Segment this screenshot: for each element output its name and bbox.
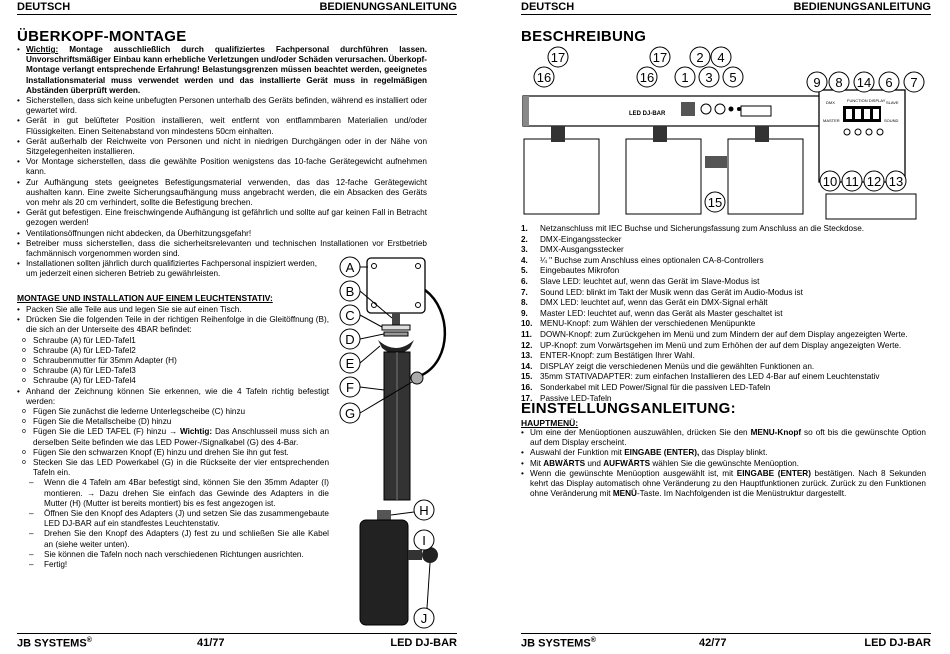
page-left <box>17 0 457 654</box>
callout-b: B <box>345 284 355 299</box>
callout-label: 8 <box>835 75 843 90</box>
page-footer <box>17 633 457 650</box>
text-run: bestätigen. Nach 8 Sekunden kehrt das Display automatisch ohne Veränderung zu den Hauptfunktionen zurück. Zurück zu den Funktionen ohne Veränderung mit <box>530 468 927 499</box>
washer-c-shape <box>382 325 410 330</box>
item-text: Master LED: leuchtet auf, wenn das Gerät als Master geschaltet ist <box>540 308 783 318</box>
callouts-top <box>534 47 924 92</box>
callout-label: 15 <box>707 195 723 210</box>
item-number: 2. <box>521 234 528 244</box>
list-item: o Fügen Sie zunächst die lederne Unterlegscheibe (C) hinzu <box>17 407 329 417</box>
mount-title: MONTAGE UND INSTALLATION AUF EINEM LEUCHTENSTATIV: <box>17 293 273 303</box>
item-number: 1. <box>521 224 528 233</box>
item-number: 3. <box>521 245 528 255</box>
callout-label: 2 <box>696 50 704 65</box>
digit-shape <box>873 109 879 119</box>
callout-label: 12 <box>866 174 882 189</box>
bar-body-shape <box>523 96 823 126</box>
mount-shape <box>653 126 667 142</box>
adapter-i-shape <box>360 520 408 625</box>
list-item: – Fertig! <box>17 560 329 570</box>
list-item: • Drücken Sie die folgenden Teile in der richtigen Reihenfolge in die Gleitöffnung (B), die sich an der Unterseite des 4BAR befindet: <box>17 315 329 335</box>
dmx-out-shape <box>715 104 725 114</box>
text-run: Das Anschlusseil muss sich an derselben Seite befinden wie das LED Power-/Signalkabel (G) des 4-Bar. <box>33 427 329 447</box>
device-diagram <box>521 44 931 222</box>
item-text: Sonderkabel mit LED Power/Signal für die passiven LED-Tafeln <box>540 382 771 392</box>
callout-h: H <box>419 503 429 518</box>
header-title: BEDIENUNGSANLEITUNG <box>319 1 457 13</box>
mount-shape <box>755 126 769 142</box>
callout-line <box>427 563 430 608</box>
callout-line <box>391 512 414 515</box>
button-shape <box>855 129 861 135</box>
list-item: • Gerät außerhalb der Reichweite von Personen und nicht in niedrigen Durchgängen oder in der Nähe von Sitzgelegenheiten installieren. <box>17 137 427 157</box>
callout-label: 11 <box>845 174 859 189</box>
digit-shape <box>864 109 870 119</box>
callout-label: 9 <box>813 75 821 90</box>
digit-shape <box>846 109 852 119</box>
list-item <box>521 298 908 309</box>
list-item: • Anhand der Zeichnung können Sie erkennen, wie die 4 Tafeln richtig befestigt werden: <box>17 387 329 407</box>
callout <box>820 171 840 191</box>
callout-label: 14 <box>856 75 872 90</box>
item-number: 5. <box>521 266 528 276</box>
text-run: -Taste. Im Nachfolgenden ist die Menüstruktur dargestellt. <box>636 489 847 499</box>
bar-end-shape <box>523 96 529 126</box>
list-item: • Installationen sollten jährlich durch qualifiziertes Fachpersonal inspiziert werden, um jederzeit einen sicheren Betrieb zu gewährleisten. <box>17 259 317 279</box>
list-item: • Zur Aufhängung stets geeignetes Befestigungsmaterial verwenden, das das 12-fache Gerätegewicht aushalten kann. Eine zweite Sicherungsaufhängung muss angebracht werden, die ein Absacken des Geräts von mehr als 20 cm verhindert, sollte die Befestigung brechen. <box>17 178 427 209</box>
text-run: MENU-Knopf <box>750 428 802 437</box>
section-title-overhead: ÜBERKOPF-MONTAGE <box>17 28 187 45</box>
overhead-text <box>17 45 427 280</box>
item-text: DMX LED: leuchtet auf, wenn das Gerät ein DMX-Signal erhält <box>540 298 768 308</box>
bar-label: LED DJ-BAR <box>629 111 666 117</box>
jack-shape <box>729 107 734 112</box>
callout-a: A <box>345 260 355 275</box>
text-run: wählen Sie die gewünschte Menüoption. <box>650 458 799 468</box>
list-item <box>521 245 908 256</box>
callout <box>650 47 670 67</box>
list-item <box>521 235 908 246</box>
registered-mark: ® <box>86 637 92 644</box>
section-title-description: BESCHREIBUNG <box>521 28 647 45</box>
callout <box>854 72 874 92</box>
footer-product: LED DJ-BAR <box>390 637 457 649</box>
header-language: DEUTSCH <box>17 1 71 13</box>
list-item: o Fügen Sie die Metallscheibe (D) hinzu <box>17 417 329 427</box>
page-right <box>521 0 931 654</box>
panel-shape <box>524 139 599 214</box>
callout <box>723 67 743 87</box>
list-item <box>521 266 908 277</box>
display-small-shape <box>741 106 771 116</box>
callout-label: 7 <box>910 75 918 90</box>
settings-text <box>521 428 926 499</box>
callout <box>829 72 849 92</box>
list-item <box>521 351 908 362</box>
list-item <box>521 372 908 383</box>
adapter-shape <box>705 156 727 168</box>
list-item <box>521 448 926 458</box>
text-run: EINGABE (ENTER) <box>736 468 811 478</box>
item-number: 4. <box>521 255 528 265</box>
callout <box>864 171 884 191</box>
footer-page-number: 41/77 <box>197 637 225 649</box>
list-item <box>521 362 908 373</box>
item-text: Eingebautes Mikrofon <box>540 266 620 276</box>
item-text: MENU-Knopf: zum Wählen der verschiedenen Menüpunkte <box>540 319 756 329</box>
mount-text <box>17 305 329 570</box>
item-text: Netzanschluss mit IEC Buchse und Sicherungsfassung zum Anschluss an die Steckdose. <box>540 224 865 233</box>
page-footer <box>521 633 931 650</box>
footer-brand <box>17 637 92 650</box>
brand-text: JB SYSTEMS <box>521 637 591 650</box>
item-number: 6. <box>521 276 528 286</box>
item-text: DOWN-Knopf: zum Zurückgehen im Menü und zum Mindern der auf dem Display angezeigten Werte. <box>540 329 908 339</box>
mounting-figure <box>322 250 452 635</box>
header-title: BEDIENUNGSANLEITUNG <box>793 1 931 13</box>
text-run: MENÜ <box>612 489 637 499</box>
callout-label: 6 <box>885 75 893 90</box>
list-item <box>521 341 908 352</box>
callout-label: 3 <box>705 70 713 85</box>
page-header <box>521 0 931 15</box>
list-item: – Sie können die Tafeln noch nach verschiedenen Richtungen ausrichten. <box>17 550 329 560</box>
callout <box>886 171 906 191</box>
list-item: • Ventilationsöffnungen nicht abdecken, da Überhitzungsgefahr! <box>17 229 427 239</box>
callout-f: F <box>346 380 354 395</box>
callout-line <box>360 315 382 327</box>
list-item: o Schraube (A) für LED-Tafel4 <box>17 376 329 386</box>
section-title-settings: EINSTELLUNGSANLEITUNG: <box>521 400 736 417</box>
item-text: ENTER-Knopf: zum Bestätigen Ihrer Wahl. <box>540 351 695 361</box>
callout <box>705 192 725 212</box>
brand-text: JB SYSTEMS <box>17 637 87 650</box>
text-run: AUFWÄRTS <box>603 458 651 468</box>
callout-line <box>360 346 380 363</box>
text-run: Mit <box>530 458 544 468</box>
adapter-nut-shape <box>377 510 391 520</box>
callout-label: 16 <box>639 70 655 85</box>
callout-label: 13 <box>888 174 904 189</box>
list-item <box>521 309 908 320</box>
item-text: UP-Knopf: zum Vorwärtsgehen im Menü und zum Erhöhen der auf dem Display angezeigten Werte. <box>540 340 902 350</box>
callout-j: J <box>420 611 428 626</box>
washer-d-shape <box>384 332 408 336</box>
callout <box>711 47 731 67</box>
list-item: • Vor Montage sicherstellen, dass die gewählte Position wenigstens das 10-fache Gerätegewicht aufnehmen kann. <box>17 157 427 177</box>
item-text: 35mm STATIVADAPTER: zum einfachen Installieren des LED 4-Bar auf einem Leuchtenstativ <box>540 372 880 382</box>
item-text: DMX-Ausgangsstecker <box>540 245 624 255</box>
callout-label: 17 <box>652 50 668 65</box>
item-number: 12. <box>521 340 533 350</box>
list-item <box>521 459 926 469</box>
list-item: o Fügen Sie den schwarzen Knopf (E) hinzu und drehen Sie ihn gut fest. <box>17 448 329 458</box>
registered-mark: ® <box>590 637 596 644</box>
item-text: Slave LED: leuchtet auf, wenn das Gerät im Slave-Modus ist <box>540 276 760 286</box>
callout-line <box>360 387 384 390</box>
callout-label: 5 <box>729 70 737 85</box>
description-list <box>521 224 908 404</box>
text-run: Wenn die gewünschte Menüoption ausgewählt ist, mit <box>530 468 737 478</box>
panel-shape <box>728 139 803 214</box>
callout-c: C <box>345 308 355 323</box>
item-number: 16. <box>521 382 533 392</box>
item-number: 10. <box>521 319 533 329</box>
panel-shape <box>626 139 701 214</box>
mic-shape <box>737 107 741 111</box>
callout-label: 10 <box>822 174 838 189</box>
bolt-shape <box>392 313 400 325</box>
text-run: so oft bis die gewünschte Option auf dem Display erscheint. <box>530 428 926 448</box>
text-run: Fügen Sie die LED TAFEL (F) hinzu → <box>33 427 180 437</box>
callout <box>675 67 695 87</box>
callout <box>690 47 710 67</box>
sound-label: SOUND <box>884 118 899 123</box>
list-item <box>17 427 329 447</box>
callout-g: G <box>344 406 356 421</box>
list-item <box>521 428 926 448</box>
callout-d: D <box>345 332 355 347</box>
callout <box>842 171 862 191</box>
warning-text: Montage ausschließlich durch qualifiziertes Fachpersonal durchführen lassen. Unvorschriftsmäßiger Einbau kann erhebliche Verletzungen und/oder Schäden verursachen. Überkopf-Montage verlangt entsprechende Erfahrung! Belastungsgrenzen müssen beachtet werden, geeignetes Installationsmaterial muss verwendet werden und das installierte Gerät muss in regelmäßigen Abständen überprüft werden. <box>26 45 427 95</box>
text-run: EINGABE (ENTER), <box>624 448 700 458</box>
item-text: Passive LED-Tafeln <box>540 393 612 403</box>
list-item: o Schraube (A) für LED-Tafel3 <box>17 366 329 376</box>
item-number: 17. <box>521 393 533 403</box>
item-text: ¼ " Buchse zum Anschluss eines optionalen CA-8-Controllers <box>540 255 764 265</box>
text-run: Um eine der Menüoptionen auszuwählen, drücken Sie den <box>530 428 751 437</box>
list-item <box>521 319 908 330</box>
item-number: 14. <box>521 361 533 371</box>
callout-i: I <box>422 533 426 548</box>
text-run: ABWÄRTS <box>543 458 586 468</box>
list-item: o Schraubenmutter für 35mm Adapter (H) <box>17 356 329 366</box>
list-item: o Stecken Sie das LED Powerkabel (G) in die Rückseite der vier entsprechenden Tafeln ein. <box>17 458 329 478</box>
text-run: das Display blinkt. <box>699 448 768 458</box>
mount-shape <box>551 126 565 142</box>
display-label: FUNCTION DISPLAY <box>847 98 886 103</box>
header-language: DEUTSCH <box>521 1 575 13</box>
button-shape <box>866 129 872 135</box>
dmx-label: DMX <box>826 100 835 105</box>
slave-label: SLAVE <box>886 100 899 105</box>
list-item: – Wenn die 4 Tafeln am 4Bar befestigt sind, können Sie den 35mm Adapter (I) montieren. → Dazu drehen Sie einfach das Gewinde des Adapters in die Mutter (H) (Mutter ist bereits montiert) bis es fest angezogen ist. <box>17 478 329 509</box>
item-number: 15. <box>521 372 533 382</box>
list-item: • Sicherstellen, dass sich keine unbefugten Personen unterhalb des Geräts befinden, während es installiert oder gewartet wird. <box>17 96 427 116</box>
knob-stem-shape <box>408 550 422 560</box>
callout-label: 4 <box>717 50 725 65</box>
item-number: 7. <box>521 287 528 297</box>
item-text: Sound LED: blinkt im Takt der Musik wenn das Gerät im Audio-Modus ist <box>540 287 803 297</box>
list-item <box>521 383 908 394</box>
digit-shape <box>855 109 861 119</box>
list-item <box>521 277 908 288</box>
callout <box>879 72 899 92</box>
button-shape <box>844 129 850 135</box>
callout <box>904 72 924 92</box>
callout-label: 1 <box>681 70 689 85</box>
callout-label: 17 <box>550 50 566 65</box>
list-item <box>521 224 908 235</box>
dmx-in-shape <box>701 104 711 114</box>
page-header <box>17 0 457 15</box>
list-item: • Packen Sie alle Teile aus und legen Sie sie auf einen Tisch. <box>17 305 329 315</box>
item-text: DMX-Eingangsstecker <box>540 234 622 244</box>
power-socket-shape <box>681 102 695 116</box>
callout-label: 16 <box>536 70 552 85</box>
list-item: – Öffnen Sie den Knopf des Adapters (J) und setzen Sie das zusammengebaute LED DJ-BAR auf ein standfestes Leuchtenstativ. <box>17 509 329 529</box>
callout <box>637 67 657 87</box>
list-item <box>521 256 908 267</box>
callout-line <box>360 334 384 339</box>
footer-product: LED DJ-BAR <box>864 637 931 649</box>
important-label: Wichtig: <box>179 427 213 437</box>
callout <box>548 47 568 67</box>
callout <box>807 72 827 92</box>
list-item <box>521 288 908 299</box>
master-label: MASTER <box>823 118 840 123</box>
callout <box>699 67 719 87</box>
item-text: DISPLAY zeigt die verschiedenen Menüs und die gewählten Funktionen an. <box>540 361 815 371</box>
warning-label: Wichtig: <box>26 45 59 54</box>
warning-item <box>17 45 427 96</box>
panel-shape <box>826 194 916 219</box>
item-number: 13. <box>521 351 533 361</box>
text-run: und <box>585 458 604 468</box>
button-shape <box>877 129 883 135</box>
footer-brand <box>521 637 596 650</box>
list-item: • Gerät gut befestigen. Eine freischwingende Aufhängung ist gefährlich und sollte auf gar keinen Fall in Betracht gezogen werden! <box>17 208 427 228</box>
item-number: 9. <box>521 308 528 318</box>
list-item <box>521 469 926 500</box>
list-item: • Gerät in gut belüfteter Position installieren, weit entfernt von entflammbaren Materialien und/oder Flüssigkeiten. Einen Seitenabstand von mindestens 50cm einhalten. <box>17 116 427 136</box>
list-item: – Drehen Sie den Knopf des Adapters (J) fest zu und schließen Sie alle Kabel an (siehe weiter unten). <box>17 529 329 549</box>
list-item <box>521 330 908 341</box>
callout-e: E <box>345 356 355 371</box>
text-run: Auswahl der Funktion mit <box>530 448 625 458</box>
footer-page-number: 42/77 <box>699 637 727 649</box>
list-item: • Betreiber muss sicherstellen, dass die sicherheitsrelevanten und technischen Installationen vor Erstbetrieb fachmännisch vorgenommen worden sind. <box>17 239 427 259</box>
main-menu-label: HAUPTMENÜ: <box>521 418 579 428</box>
connector-shape <box>411 372 423 384</box>
callout <box>534 67 554 87</box>
item-number: 8. <box>521 298 528 308</box>
list-item: o Schraube (A) für LED-Tafel2 <box>17 346 329 356</box>
item-number: 11. <box>521 329 532 339</box>
list-item: o Schraube (A) für LED-Tafel1 <box>17 336 329 346</box>
